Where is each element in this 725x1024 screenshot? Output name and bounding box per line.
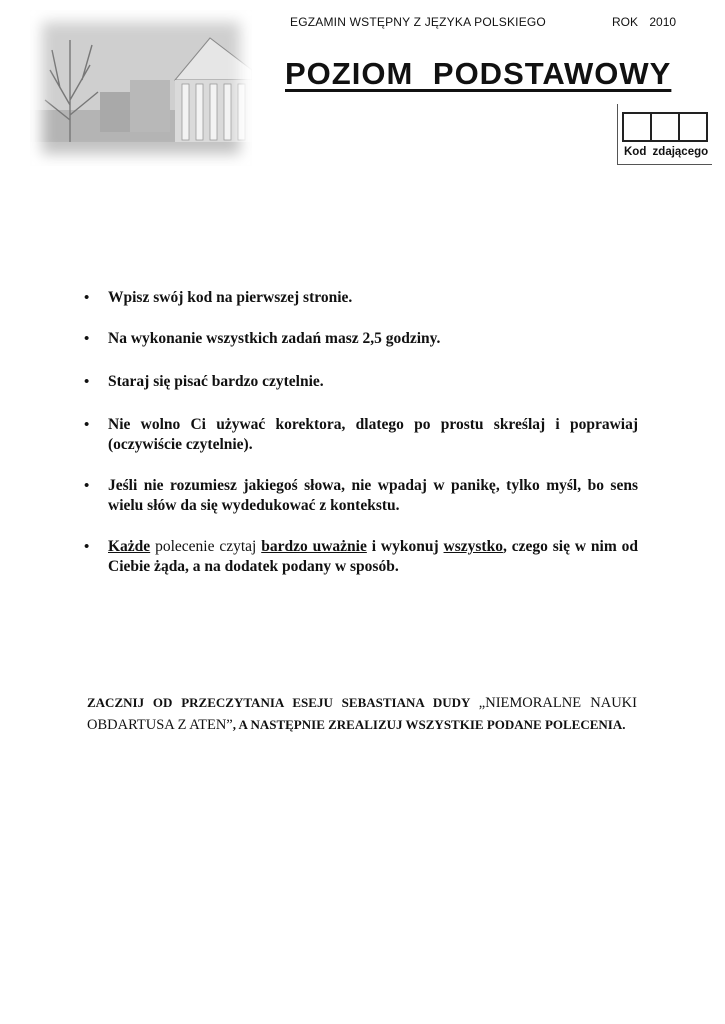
instruction-text: polecenie czytaj [150, 538, 262, 555]
year-value: 2010 [649, 15, 677, 29]
exam-year [612, 15, 684, 29]
code-label: Kod zdającego [624, 146, 709, 158]
instruction-item: • Nie wolno Ci używać korektora, dlatego po prostu skreślaj i poprawiaj (oczywiście czytelnie). [84, 415, 638, 455]
instruction-item: • Wpisz swój kod na pierwszej stronie. [84, 288, 638, 308]
emphasis-everything: wszystko [443, 538, 503, 555]
intro-lead: ZACZNIJ OD PRZECZYTANIA ESEJU SEBASTIANA DUDY [87, 695, 479, 710]
instruction-text: , czego się w nim od Ciebie żąda, a na dodatek podany w sposób. [108, 538, 638, 575]
exam-title: EGZAMIN WSTĘPNY Z JĘZYKA POLSKIEGO [290, 15, 546, 29]
header-photo [30, 10, 252, 166]
instructions-list [84, 288, 638, 577]
code-cells [622, 112, 706, 142]
instruction-item [84, 537, 638, 577]
instruction-item: • Jeśli nie rozumiesz jakiegoś słowa, nie wpadaj w panikę, tylko myśl, bo sens wielu słów da się wydedukować z kontekstu. [84, 476, 638, 516]
photo-vignette [30, 10, 252, 166]
code-cell-2[interactable] [650, 112, 680, 142]
essay-title: „NIEMORALNE NAUKI OBDARTUSA Z ATEN” [87, 695, 637, 733]
intro-tail: , A NASTĘPNIE ZREALIZUJ WSZYSTKIE PODANE POLECENIA. [232, 717, 626, 732]
exam-header [290, 15, 690, 33]
essay-intro [87, 692, 637, 736]
instruction-item: • Na wykonanie wszystkich zadań masz 2,5 godziny. [84, 329, 638, 349]
year-label: ROK [612, 15, 639, 29]
code-cell-3[interactable] [678, 112, 708, 142]
code-cell-1[interactable] [622, 112, 652, 142]
level-title: POZIOM PODSTAWOWY [285, 56, 672, 91]
emphasis-carefully: bardzo uważnie [261, 538, 367, 555]
instruction-item: • Staraj się pisać bardzo czytelnie. [84, 372, 638, 392]
instruction-text: i wykonuj [366, 538, 444, 555]
candidate-code-box [617, 104, 712, 165]
emphasis-each: Każde [108, 538, 151, 555]
